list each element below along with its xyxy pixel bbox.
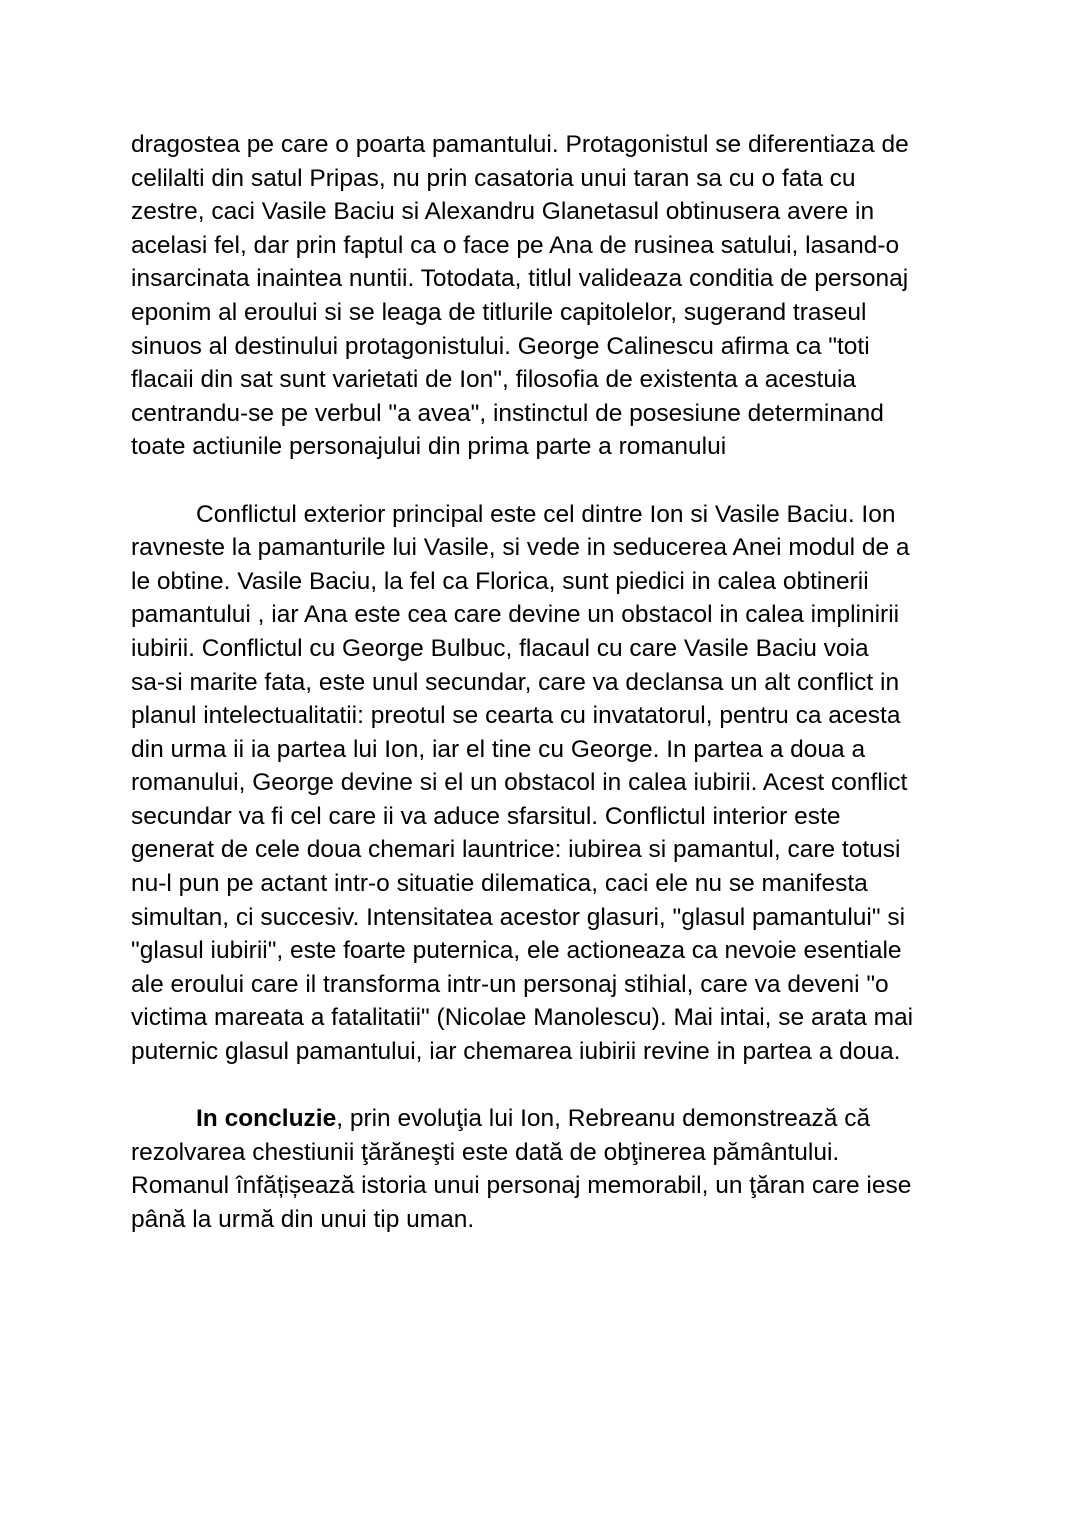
text-line: Romanul înfățișează istoria unui personaj memorabil, un ţăran care iese xyxy=(131,1172,912,1200)
text-line: insarcinata inaintea nuntii. Totodata, titlul valideaza conditia de personaj xyxy=(131,265,909,293)
text-line: romanului, George devine si el un obstacol in calea iubirii. Acest conflict xyxy=(131,769,908,797)
text-line: le obtine. Vasile Baciu, la fel ca Florica, sunt piedici in calea obtinerii xyxy=(131,567,869,595)
text-line: "glasul iubirii", este foarte puternica, ele actioneaza ca nevoie esentiale xyxy=(131,937,902,965)
text-line: sinuos al destinului protagonistului. George Calinescu afirma ca "toti xyxy=(131,332,870,360)
text-line: până la urmă din unui tip uman. xyxy=(131,1206,475,1233)
text-line: ale eroului care il transforma intr-un personaj stihial, care va deveni "o xyxy=(131,970,889,998)
conclusion-first-line xyxy=(131,1102,951,1136)
text-line: Conflictul exterior principal este cel dintre Ion si Vasile Baciu. Ion xyxy=(196,500,896,528)
text-line: celilalti din satul Pripas, nu prin casatoria unui taran sa cu o fata cu xyxy=(131,164,856,192)
text-line: acelasi fel, dar prin faptul ca o face pe Ana de rusinea satului, lasand-o xyxy=(131,231,900,259)
text-line: din urma ii ia partea lui Ion, iar el tine cu George. In partea a doua a xyxy=(131,735,866,763)
text-line: eponim al eroului si se leaga de titlurile capitolelor, sugerand traseul xyxy=(131,298,867,326)
conclusion-first-line-text: , prin evoluţia lui Ion, Rebreanu demonstrează că xyxy=(336,1105,871,1133)
paragraph-spacer xyxy=(131,464,951,498)
text-line: pamantului , iar Ana este cea care devine un obstacol in calea implinirii xyxy=(131,601,900,629)
paragraph-conflict xyxy=(131,498,951,1069)
paragraph-spacer xyxy=(131,1069,951,1103)
paragraph-title-discussion xyxy=(131,128,951,464)
document-body xyxy=(131,128,951,1237)
text-line: iubirii. Conflictul cu George Bulbuc, flacaul cu care Vasile Baciu voia xyxy=(131,634,869,662)
text-line: flacaii din sat sunt varietati de Ion", filosofia de existenta a acestuia xyxy=(131,366,857,394)
paragraph-conclusion xyxy=(131,1102,951,1236)
text-line: planul intelectualitatii: preotul se cearta cu invatatorul, pentru ca acesta xyxy=(131,702,901,730)
text-line: victima mareata a fatalitatii" (Nicolae Manolescu). Mai intai, se arata mai xyxy=(131,1004,914,1032)
text-line: zestre, caci Vasile Baciu si Alexandru Glanetasul obtinusera avere in xyxy=(131,198,875,226)
text-line: generat de cele doua chemari launtrice: iubirea si pamantul, care totusi xyxy=(131,836,901,864)
text-line: toate actiunile personajului din prima parte a romanului xyxy=(131,433,727,461)
text-line: centrandu-se pe verbul "a avea", instinctul de posesiune determinand xyxy=(131,399,884,427)
text-line: nu-l pun pe actant intr-o situatie dilematica, caci ele nu se manifesta xyxy=(131,870,868,898)
text-line: simultan, ci succesiv. Intensitatea acestor glasuri, "glasul pamantului" si xyxy=(131,903,906,931)
conclusion-lead: In concluzie xyxy=(196,1105,337,1133)
text-line: ravneste la pamanturile lui Vasile, si vede in seducerea Anei modul de a xyxy=(131,534,910,562)
text-line: puternic glasul pamantului, iar chemarea iubirii revine in partea a doua. xyxy=(131,1038,901,1066)
text-line: rezolvarea chestiunii ţărăneşti este dată de obţinerea pământului. xyxy=(131,1138,840,1166)
text-line: dragostea pe care o poarta pamantului. Protagonistul se diferentiaza de xyxy=(131,131,909,158)
text-line: secundar va fi cel care ii va aduce sfarsitul. Conflictul interior este xyxy=(131,802,841,830)
text-line: sa-si marite fata, este unul secundar, care va declansa un alt conflict in xyxy=(131,668,900,696)
